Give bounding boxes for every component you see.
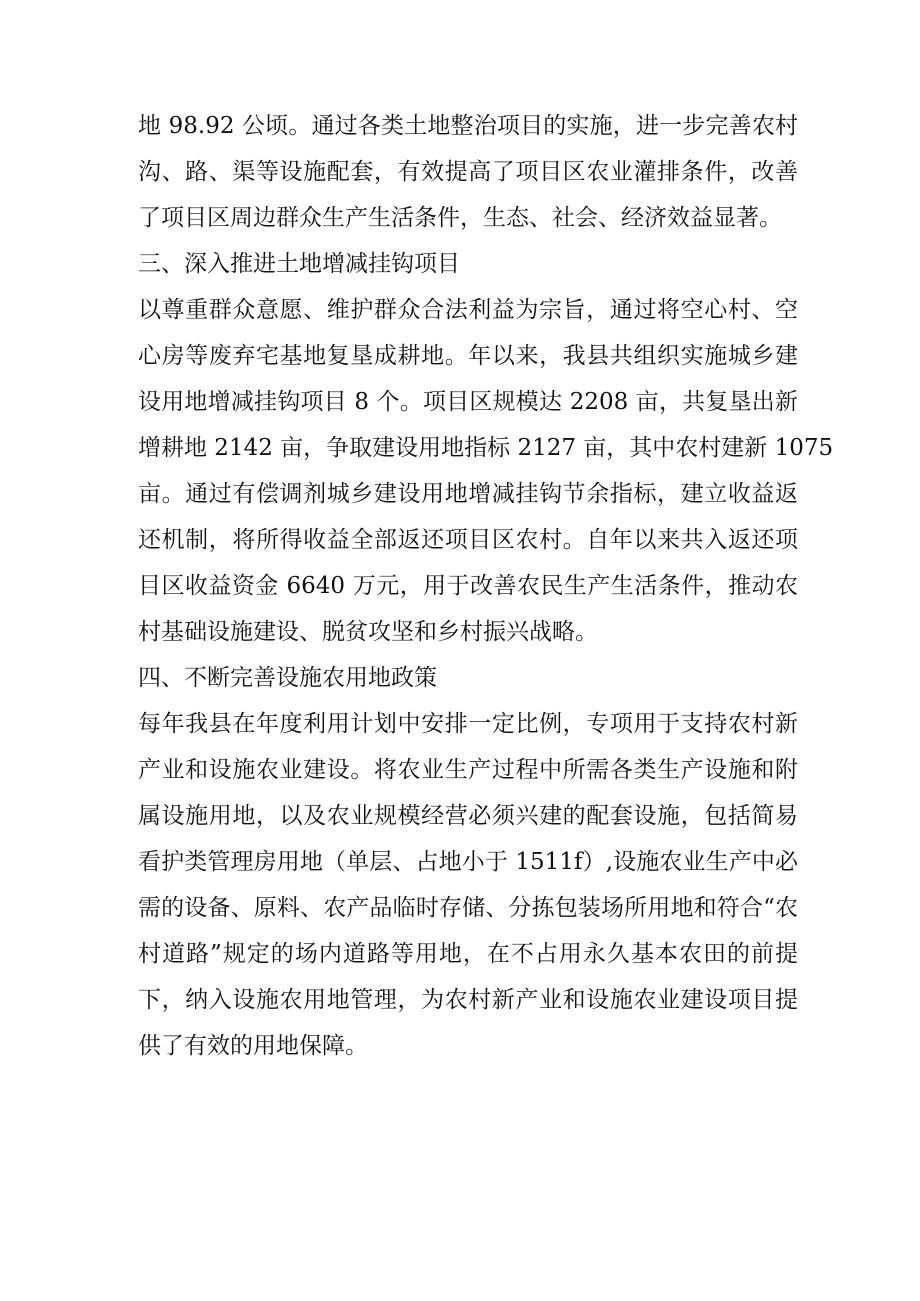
paragraph-line: 村道路”规定的场内道路等用地，在不占用永久基本农田的前提 <box>138 941 798 967</box>
paragraph-line: 每年我县在年度利用计划中安排一定比例，专项用于支持农村新 <box>138 711 798 737</box>
paragraph-line: 村基础设施建设、脱贫攻坚和乡村振兴战略。 <box>138 619 598 645</box>
paragraph-line: 以尊重群众意愿、维护群众合法利益为宗旨，通过将空心村、空 <box>138 297 798 323</box>
paragraph-linkage-projects <box>138 287 834 655</box>
paragraph-line: 产业和设施农业建设。将农业生产过程中所需各类生产设施和附 <box>138 757 798 783</box>
document-body <box>138 103 834 1069</box>
paragraph-line: 需的设备、原料、农产品临时存储、分拣包装场所用地和符合“农 <box>138 895 798 921</box>
paragraph-line: 属设施用地，以及农业规模经营必须兴建的配套设施，包括简易 <box>138 803 798 829</box>
paragraph-facility-agriculture <box>138 701 798 1069</box>
paragraph-line: 亩。通过有偿调剂城乡建设用地增减挂钩节余指标，建立收益返 <box>138 481 798 507</box>
paragraph-line: 设用地增减挂钩项目 8 个。项目区规模达 2208 亩，共复垦出新 <box>138 389 798 415</box>
paragraph-line: 供了有效的用地保障。 <box>138 1033 368 1059</box>
paragraph-line: 还机制，将所得收益全部返还项目区农村。自年以来共入返还项 <box>138 527 798 553</box>
paragraph-line: 目区收益资金 6640 万元，用于改善农民生产生活条件，推动农 <box>138 573 798 599</box>
paragraph-line: 地 98.92 公顷。通过各类土地整治项目的实施，进一步完善农村 <box>138 113 798 139</box>
paragraph-line: 心房等废弃宅基地复垦成耕地。年以来，我县共组织实施城乡建 <box>138 343 798 369</box>
section-heading-4: 四、不断完善设施农用地政策 <box>138 665 437 691</box>
paragraph-line: 下，纳入设施农用地管理，为农村新产业和设施农业建设项目提 <box>138 987 798 1013</box>
paragraph-line: 了项目区周边群众生产生活条件，生态、社会、经济效益显著。 <box>138 205 782 231</box>
paragraph-land-consolidation <box>138 103 798 241</box>
paragraph-line: 沟、路、渠等设施配套，有效提高了项目区农业灌排条件，改善 <box>138 159 798 185</box>
section-heading-3: 三、深入推进土地增减挂钩项目 <box>138 251 460 277</box>
paragraph-line: 看护类管理房用地（单层、占地小于 1511f）,设施农业生产中必 <box>138 849 798 875</box>
paragraph-line: 增耕地 2142 亩，争取建设用地指标 2127 亩，其中农村建新 1075 <box>138 435 834 461</box>
